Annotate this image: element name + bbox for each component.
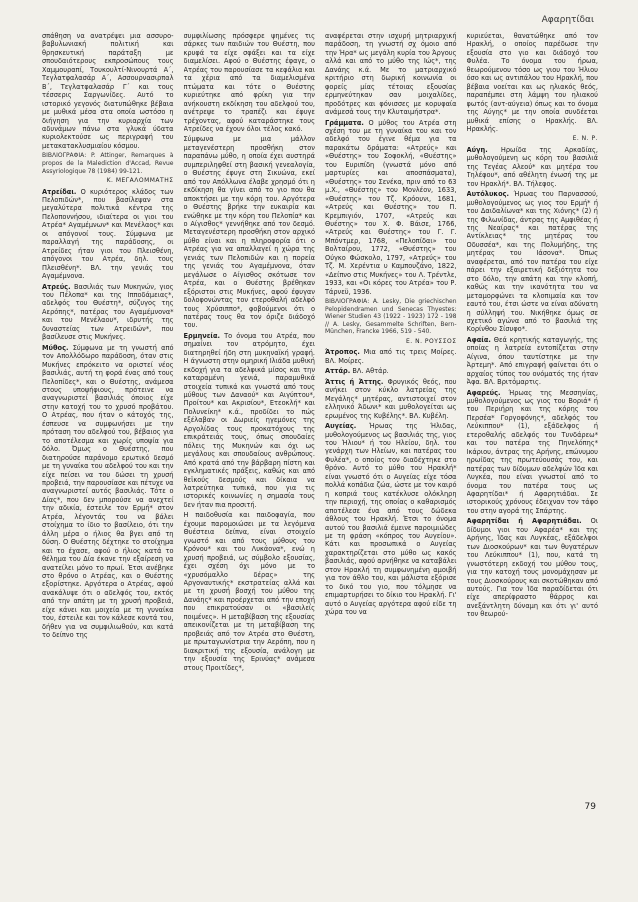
paragraph	[467, 32, 599, 133]
entry-title: Ατρείδαι.	[42, 187, 77, 196]
paragraph-text: Θεά κρητικής καταγωγής, της οποίας η λατρεία εντοπίζεται στην Αίγινα, όπου ταυτίστηκε με την Άρτεμη*. Από επιγραφή φαίνεται ότι ο αρχαίος τύπος του ονόματός της ήταν Άφα. ΒΛ. Βριτόμαρτις.	[466, 335, 598, 387]
column-1	[42, 32, 174, 832]
paragraph-text: Φρυγικός θεός, που ανήκει στον κύκλο λατρείας της Μεγάλης* μητέρας, αντιστοιχεί στον ελληνικό Άδωνι* και μυθολογείται ως ερωμένος της Κυβέλης*. ΒΛ. Κυβέλη.	[325, 377, 457, 420]
paragraph	[467, 389, 599, 516]
entry-title: Ερμηνεία.	[183, 331, 221, 340]
paragraph-text: Ήρωας του Παρνασσού, μυθολογούμενος ως γιος του Ερμή* ή του Δαιδαλίωνα* και της Χιόνης* (2) ή της Φιλωνίδας, άντρας της Αμφιθέας ή της Νεαίρας* και πατέρας της Αντίκλειας* της μητέρας του Οδυσσέα*, και της Πολυμήδης, της μητέρας του Ιάσονα*. Όπως αναφέρεται, από τον πατέρα του είχε πάρει την εξαιρετική δεξιότητα του στο δόλο, την απάτη και την κλοπή, καθώς και την ικανότητα του να μεταμορφώνει τα κλοπιμαία και τον εαυτό του, έτσι ώστε να είναι αδύνατη η σύλληψή του. Νικήθηκε όμως σε σχετικό αγώνα από το βασιλιά της Κορίνθου Σίσυφο*.	[466, 190, 598, 334]
paragraph	[325, 378, 457, 420]
entry-title: Αττάρ.	[325, 367, 351, 376]
paragraph-text: Ήρωας της Μεσσηνίας, μυθολογούμενος ως γιος του Βοριά* ή του Περιήρη και της κόρης του Περσέα* Γοργοφόνης*, αδελφός του Λεύκιππου* (1), εξάδελφος ή ετεροθαλής αδελφός του Τυνδάρεω* και του πατέρα της Πηνελόπης* Ικάριου, άντρας της Αρήνης, επώνυμου ηρωίδας της πρωτεύουσάς του, και πατέρας των δίδυμων αδελφών Ίδα και Λυγκέα, που είναι γνωστοί από το όνομα του πατέρα τους ως Αφαρητίδαι* ή Αφαρητιάδαι. Σε ιστορικούς χρόνους έδειχναν τον τάφο του στην αγορά της Σπάρτης.	[466, 388, 598, 515]
paragraph	[42, 32, 174, 150]
paragraph-text: κυριεύεται, θανατώθηκε από τον Ηρακλή, ο οποίος παρέδωσε την εξουσία στο γιο και διάδοχό του Φυλέα. Το όνομα του ήρωα, θεωρούμενου τόσο ως γιου του Ήλιου όσο και ως αντιπάλου του Ηρακλή, που βέβαια νοείται και ως ηλιακός θεός, παραπέμπει στη λάμψη του ηλιακού φωτός (αντ-αύγεια) όπως και το όνομα της Αύγης* με την οποία συνδέεται μυθικά επίσης ο Ηρακλής. ΒΛ. Ηρακλής.	[466, 32, 598, 133]
paragraph	[42, 344, 174, 640]
running-header: Αφαρητίδαι	[541, 15, 594, 25]
paragraph-text: συμφιλίωσης πρόσφερε ψημένες τις σάρκες των παιδιών του Θυέστη, που κρυφά τα είχε σφάξει και τα είχε διαμελίσει. Αφού ο Θυέστης έφαγε, ο Ατρέας του παρουσίασε τα κεφάλια και τα χέρια από τα διαμελισμένα πτώματα και τότε ο Θυέστης κυριεύτηκε από φρίκη για την ανήκουστη εκδίκηση του αδελφού του, ανέτρεψε το τραπέζι και έφυγε τρέχοντας, αφού καταράστηκε τους Ατρείδες να έχουν όλοι τέλος κακό.	[183, 32, 315, 133]
entry-title: Αυτόλυκος.	[466, 190, 510, 199]
paragraph-text: Σύμφωνα με μια μάλλον μεταγενέστερη προσθήκη στον παραπάνω μύθο, η οποία έχει αυστηρά συμπεριληφθεί στη βασική γενεαλογία, ο Θυέστης έφυγε στη Σικυώνα, εκεί από τον Απόλλωνα έλαβε χρησμό ότι η εκδίκηση θα γίνει από το γιο που θα αποκτήσει με την κόρη του. Αργότερα ο Θυέστης βρήκε την ευκαιρία και ενώθηκε με την κόρη του Πελοπία* και ο Αίγισθος* γεννήθηκε από τον δεσμό. Μεταγενέστερη προσθήκη στον αρχικό μύθο είναι και η πληροφορία ότι ο Ατρέας για να απαλλαγεί η χώρα της γενιάς των Πελοπιδών και η πορεία της γενιάς του Αγαμέμνονα, όταν μεγάλωσε ο Αίγισθος σκότωσε τον Ατρέα, και ο Θυέστης βρέθηκαν εξόριστοι στις Μυκήνες, αφού έφυγαν δολοφονώντας τον ετεροθαλή αδελφό τους Χρύσιππο*, φοβούμενοι ότι ο πατέρας τους θα τον όριζε διάδοχό του.	[183, 135, 315, 330]
text-columns	[42, 32, 598, 832]
paragraph-text: ΒΙΒΛΙΟΓΡΑΦΙΑ: P. Attinger, Remarques à propos de la Malediction d'Accad, Revue Assyriologique 78 (1984) 99-121.	[42, 152, 174, 175]
paragraph	[184, 511, 316, 672]
paragraph-text: Ο κυριότερος κλάδος των Πελοπιδών*, που βασίλεψαν στα μεγαλύτερα πολιτικά κέντρα της Πελοποννήσου, ιδιαίτερα οι γιοι του Ατρέα* Αγαμέμνων* και Μενέλαος* και οι απόγονοί τους. Σύμφωνα με παραλλαγή της παράδοσης, οι Ατρείδες ήταν γιοι του Πλεισθένη, απόγονοι του Ατρέα, δηλ. τους Πλεισθένη*. ΒΛ. την γενιάς του Αγαμέμνονα.	[42, 187, 174, 281]
author-signature	[467, 135, 599, 143]
paragraph-text: ΒΙΒΛΙΟΓΡΑΦΙΑ: A. Lesky, Die griechischen Pelopidendramen und Senecas Thyestes: Wiener Studien 43 (1922 - 1923) 172 - 198 // A. Lesky, Gesammelte Schriften, Bern-München, Francke 1966, 519 - 540.	[325, 298, 457, 336]
paragraph-text: ΒΛ. Αθτάρ.	[352, 367, 389, 376]
entry-title: Άττις ή Άττης.	[325, 377, 384, 386]
paragraph-text: Βασιλιάς των Μυκηνών, γιος του Πέλοπα* και της Ιπποδάμειας*, αδελφός του Θυέστη*, σύζυγος της Αερόπης*, πατέρας του Αγαμέμνονα* και του Μενέλαου*, ιδρυτής της δυναστείας των Ατρειδών*, που βασίλευσε στις Μυκήνες.	[42, 282, 174, 342]
paragraph-text: Σύμφωνα με τη γνωστή από τον Απολλόδωρο παράδοση, όταν στις Μυκήνες επρόκειτο να οριστεί νέος βασιλιάς, αυτή τη φορά ένας από τους Πελοπίδες*, και ο Θυέστης, ανάμεσα στους υποψήφιους, πρότεινε να αναγνωριστεί βασιλιάς όποιος είχε στην κατοχή του το χρυσό προβάτου. Ο Ατρέας, που ήταν ο κάτοχός της, έσπευσε να συμφωνήσει με την πρόταση του αδελφού του, βέβαιος για το αποτέλεσμα και χωρίς υποψία για δόλο. Όμως ο Θυέστης, που διατηρούσε παράνομο ερωτικό δεσμό με τη γυναίκα του αδελφού του και την είχε πείσει να του δώσει τη χρυσή προβειά, την παρουσίασε και πέτυχε να αναγνωριστεί αυτός βασιλιάς. Τότε ο Δίας*, που δεν μπορούσε να ανεχτεί την αδικία, έστειλε τον Ερμή* στον Ατρέα, λέγοντάς του να βάλει στοίχημα το ίδιο το βασίλειο, ότι την άλλη μέρα ο ήλιος θα βγει από τη δύση. Ο Θυέστης δέχτηκε το στοίχημα και το έχασε, αφού ο ήλιος κατά το θέλημα του Δία έκανε την εξαίρεση να ανατείλει μόνο το πρωί. Έτσι ανέβηκε στο θρόνο ο Ατρέας, και ο Θυέστης εξορίστηκε. Αργότερα ο Ατρέας, αφού ανακάλυψε ότι ο αδελφός του, εκτός από την απάτη με τη χρυσή προβειά, είχε κάνει και μοιχεία με τη γυναίκα του, έστειλε και τον κάλεσε κοντά του, δήθεν για να συμφιλιωθούν, και κατά το δείπνο της	[42, 343, 174, 640]
entry-title: Αυγείας.	[325, 422, 357, 431]
paragraph	[184, 332, 316, 510]
paragraph-text: Το όνομα του Ατρέα, που σημαίνει τον ατρόμητο, έχει διατηρηθεί ήδη στη μυκηναϊκή γραφή. Η άγνωστη στην ομηρική Ιλιάδα μυθική εκδοχή για τα αδελφικά μίσος και την καταραμένη γενιά, παραμυθικά στοιχεία τυπικά και γνωστά από τους μύθους των Δαναού* και Αιγύπτου*, Προίτου* και Ακρισίου*, Ετεοκλή* και Πολυνείκη* κ.ά., προδίδει το πώς εξέλαβαν οι Δωριείς ηγεμόνες της Αργολίδας τους προκατόχους της επικράτειάς τους, όπως σπουδαίες πόλεις της Μυκηνών και όχι ως μεγάλους και σπουδαίους ανθρώπους. Από κρατά από την βάρβαρη πίστη και εγκληματικές πράξεις, καθώς και από θεϊκούς δεσμούς και δίκαια να λατρεύτηκα τυπικά, που για τις ιστορικές κοινωνίες η σημασία τους δεν ήταν πια προσιτή.	[183, 331, 315, 509]
entry-title: Άτροπος.	[325, 348, 360, 357]
page-number: 79	[584, 802, 596, 812]
paragraph-text: σπάθηση να ανατρέψει μια ασσυρο-βαβυλωνιακή πολιτική και θρησκευτική παράταξη με σπουδαιότερους εκπροσώπους τους Χαμμουραπί, Τουκουλτί-Νινουρτά Α΄, Τεγλατφαλασάρ Α΄, Ασσουρνασιρπαλ Β΄, Τεγλατφαλασάρ Γ΄ και τους τέσσερις Σαργωνίδες. Αυτό το ιστορικό γεγονός διατυπώθηκε βέβαια με μυθικά μέσα στα οποία ωστόσο η διήγηση για την κυριαρχία των αδυνάμων πάνω στα γλυκά ύδατα κυριολεκτούσε ως περιγραφή του μετακατακλυσμιαίου κόσμου.	[42, 32, 174, 150]
paragraph	[467, 146, 599, 188]
paragraph	[467, 517, 599, 618]
paragraph	[325, 348, 457, 365]
paragraph	[325, 422, 457, 616]
entry-title: Αφαρητίδαι ή Αφαρητιάδαι.	[466, 517, 582, 526]
entry-title: Αφαία.	[466, 335, 491, 344]
paragraph-text: Μια από τις τρεις Μοίρες. ΒΛ. Μοίρες.	[325, 348, 457, 365]
paragraph	[184, 32, 316, 133]
paragraph-text: Οι δίδυμοι γιοι του Αφαρέα* και της Αρήνης, Ίδας και Λυγκέας, εξάδελφοι των Διοσκούρων* και των θυγατέρων του Λεύκιππου* (1), που, κατά τη γνωστότερη εκδοχή του μύθου τους, για την κατοχή τους μονομάχησαν με τους Διοσκούρους και σκοτώθηκαν από αυτούς. Για τον Ίδα παραδίδεται ότι είχε απερίφραστο θάρρος και ανεξάντλητη δύναμη και ότι γι' αυτό τον θεωρού-	[466, 517, 598, 619]
entry-title: Αύγη.	[466, 145, 488, 154]
paragraph	[325, 367, 457, 375]
column-2	[184, 32, 316, 832]
bibliography	[42, 152, 174, 175]
paragraph-text: Ο μύθος του Ατρέα στη σχέση του με τη γυναίκα του και τον αδελφό του έγινε θέμα για τα παρακάτω δράματα: «Ατρεύς» και «Θυέστης» του Σοφοκλή, «Θυέστης» του Ευριπίδη (γνωστά μόνο από μαρτυρίες και αποσπάσματα), «Θυέστης» του Σενέκα, πριν από το 63 μ.Χ., «Θυέστης» του Μονλέον, 1633, «Θυέστης» του Τζ. Κρόουνι, 1681, «Ατρεύς και Θυέστης» του Π. Κρεμπιγιόν, 1707, «Ατρεύς και Θυέστης» του Χ. Φ. Βάισε, 1766, «Ατρεύς και Θυέστης» του Γ. Γ. Μπόντμερ, 1768, «Πελοπίδαι» του Βολταίρου, 1772, «Θυέστης» του Ούγκο Φώσκολο, 1797, «Ατρεύς» του Τζ. Μ. Χερέντια υ Καμπουζάνο, 1822, «Δείπνο στις Μυκήνες» του Λ. Τρέντλε, 1933, και «Οι κόρες του Ατρέα» του Ρ. Τάρνεϋ, 1936.	[325, 118, 457, 296]
paragraph-text: αναφέρεται στην ισχυρή μητριαρχική παράδοση, τη γνωστή σχ όμοιο από την Ήρα* ως μεγάλη κυρία του Άργους αλλά και από το μύθο της Ιώς*, της Δανάης κ.ά. Με το ματριαρχικό κριτήριο στη δωρική κοινωνία οι φορείς μίας τέτοιας εξουσίας ερμηνεύτηκαν σαν μοιχαλίδες, προδότρες και φόνισσες με κορυφαία ανάμεσά τους την Κλυταιμήστρα*.	[325, 32, 457, 117]
entry-title: Αφαρεύς.	[466, 388, 501, 397]
paragraph-text: Κ. ΜΕΓΑΛΟΜΜΑΤΗΣ	[106, 177, 174, 185]
paragraph-text: Ε. Ν. ΡΟΥΣΣΟΣ	[405, 338, 457, 346]
entry-title: Ατρεύς.	[42, 282, 71, 291]
paragraph	[42, 283, 174, 342]
column-3	[325, 32, 457, 832]
entry-title: Γράμματα.	[325, 118, 364, 127]
paragraph	[325, 119, 457, 297]
paragraph	[42, 188, 174, 281]
entry-title: Μύθος.	[42, 343, 69, 352]
paragraph	[467, 336, 599, 387]
paragraph-text: Ηρωίδα της Αρκαδίας, μυθολογούμενη ως κόρη του βασιλιά της Τεγέας Αλεού* και μητέρα του Τηλέφου*, από αθέλητη ένωσή της με τον Ηρακλή*. ΒΛ. Τήλεφος.	[466, 145, 598, 188]
author-signature	[325, 338, 457, 346]
paragraph	[467, 190, 599, 334]
column-4	[467, 32, 599, 832]
paragraph-text: Ήρωας της Ήλιδας, μυθολογούμενος ως βασιλιάς της, γιος του Ήλιου* ή του Ηλείου, δηλ. του γενάρχη των Ηλείων, και πατέρας του Φυλέα*, ο οποίος τον διαδέχτηκε στο θρόνο. Αυτό το μύθο του Ηρακλή* είναι γνωστό ότι ο Αυγείας είχε τόσα πολλά κοπάδια ζώα, ώστε με τον καιρό η κοπριά τους κατέκλυσε ολόκληρη την περιοχή, της οποίας ο καθαρισμός αποτέλεσε ένα από τους δώδεκα άθλους του Ηρακλή. Έτσι το όνομα αυτού του βασιλιά έμεινε παροιμιώδες με τη φράση «κόπρος του Αυγείου». Κάτι και προσωπικά ο Αυγείας χαρακτηρίζεται στο μύθο ως κακός βασιλιάς, αφού αρνήθηκε να καταβάλει στον Ηρακλή τη συμφωνημένη αμοιβή για τον άθλο του, και μάλιστα εξόρισε το δικό του γιο, που τόλμησε να επιμαρτυρήσει το δίκιο του Ηρακλή. Γι' αυτό ο Αυγείας αργότερα αφού είδε τη χώρα του να	[325, 422, 457, 617]
paragraph	[325, 32, 457, 117]
author-signature	[42, 177, 174, 185]
paragraph-text: Η παιδοθυσία και παιδοφαγία, που έχουμε παρομοιώσει με τα λεγόμενα Θυέστεια δείπνα, είναι στοιχείο γνωστό και από τους μύθους του Κρόνου* και του Λυκάονα*, ενώ η χρυσή προβειά, ως σύμβολο εξουσίας, έχει σχέση όχι μόνο με το «χρυσόμαλλο δέρας» της Αργοναυτικής* εκστρατείας αλλά και με τη χρυσή βοσχή του μύθου της Δανάης* και προέρχεται από την εποχή που επικρατούσαν οι «βασιλείς ποιμένες». Η μεταβίβαση της εξουσίας απεικονίζεται με τη μεταβίβαση της προβειάς από τον Ατρέα στο Θυέστη, με πρωταγωνίστρια την Αερόπη, που η διακριτική της εξουσία, ανάλογη με την εξουσία της Ερινύας* ανάμεσα στους Προιτίδες*,	[183, 511, 315, 672]
bibliography	[325, 298, 457, 336]
paragraph	[184, 135, 316, 329]
paragraph-text: Ε. Ν. Ρ.	[572, 135, 598, 143]
